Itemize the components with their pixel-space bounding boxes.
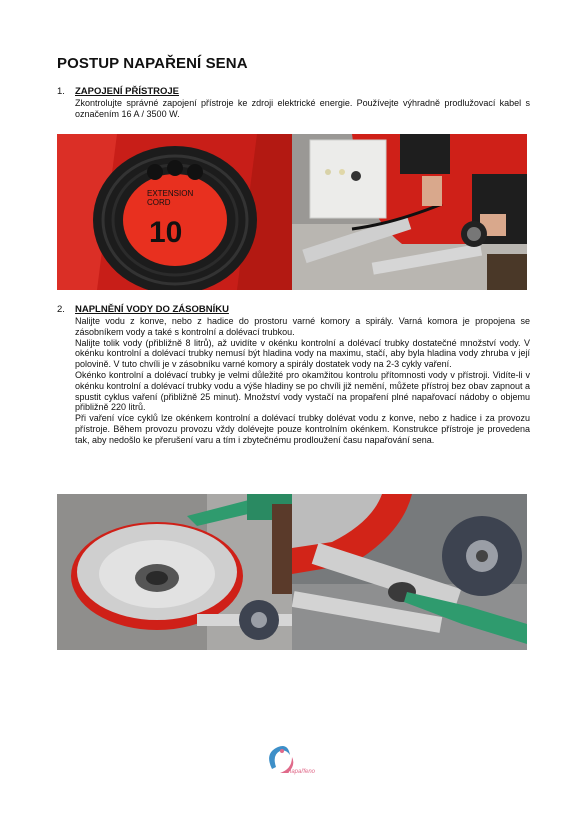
section-number: 1. xyxy=(57,86,65,97)
photo-control-tube xyxy=(292,494,527,650)
cord-label-line1: EXTENSION xyxy=(147,189,194,198)
section-2-body xyxy=(75,316,530,446)
paragraph: Nalijte vodu z konve, nebo z hadice do prostoru varné komory a spirály. Varná komora je propojena se zásobníkem vody a také s kontrolní a dolévací trubkou. xyxy=(75,316,530,337)
paragraph: Nalijte tolik vody (přibližně 8 litrů), až uvidíte v okénku kontrolní a dolévací trubky dostatečné množství vody. V okénku kontrolní a dolévací trubky nemusí být hladina vody na maximu, stačí, aby byla hladina vody zhruba v její polovině. V tuto chvíli je v zásobníku varné komory a spirály dostatek vody na 2-3 cykly vaření. xyxy=(75,337,530,370)
section-number: 2. xyxy=(57,304,65,315)
paragraph: Při vaření více cyklů lze okénkem kontrolní a dolévací trubky dolévat vodu z konve, nebo z hadice i za provozu přístroje. Během provozu provozu vždy dolévejte pouze kontrolním okénkem. Konstrukce přístroje je provedena tak, aby nedošlo ke přerušení varu a tím i zbytečnému prodloužení času napařování sena. xyxy=(75,413,530,445)
section-heading-text: NAPLNĚNÍ VODY DO ZÁSOBNÍKU xyxy=(75,304,229,315)
logo-wordmark: napařfeno xyxy=(288,769,316,775)
section-1-heading xyxy=(57,86,179,97)
section-1-body xyxy=(75,98,530,120)
page-title: POSTUP NAPAŘENÍ SENA xyxy=(57,55,248,72)
photo-control-box xyxy=(292,134,527,290)
logo xyxy=(258,739,322,783)
paragraph: Zkontrolujte správné zapojení přístroje ke zdroji elektrické energie. Používejte výhradně prodlužovací kabel s označením 16 A / 3500 W. xyxy=(75,98,530,119)
photo-extension-cord xyxy=(57,134,292,290)
cord-number: 10 xyxy=(149,216,183,249)
section-heading-text: ZAPOJENÍ PŘÍSTROJE xyxy=(75,86,179,97)
section-2-heading xyxy=(57,304,229,315)
photo-filling-funnel xyxy=(57,494,292,650)
cord-label-line2: CORD xyxy=(147,198,171,207)
paragraph: Okénko kontrolní a dolévací trubky je velmi důležité pro okamžitou kontrolu přítomnosti vody v přístroji. Vidíte-li v okénku kontrolní a dolévací trubky vodu a výše hladiny se po chvíli již nemění, můžete přístroj bez obav zapnout a spustit cyklus vaření (přibližně 25 minut). Množství vody vystačí na propaření plné napařovací nádoby o objemu přibližně 220 litrů. xyxy=(75,369,530,413)
